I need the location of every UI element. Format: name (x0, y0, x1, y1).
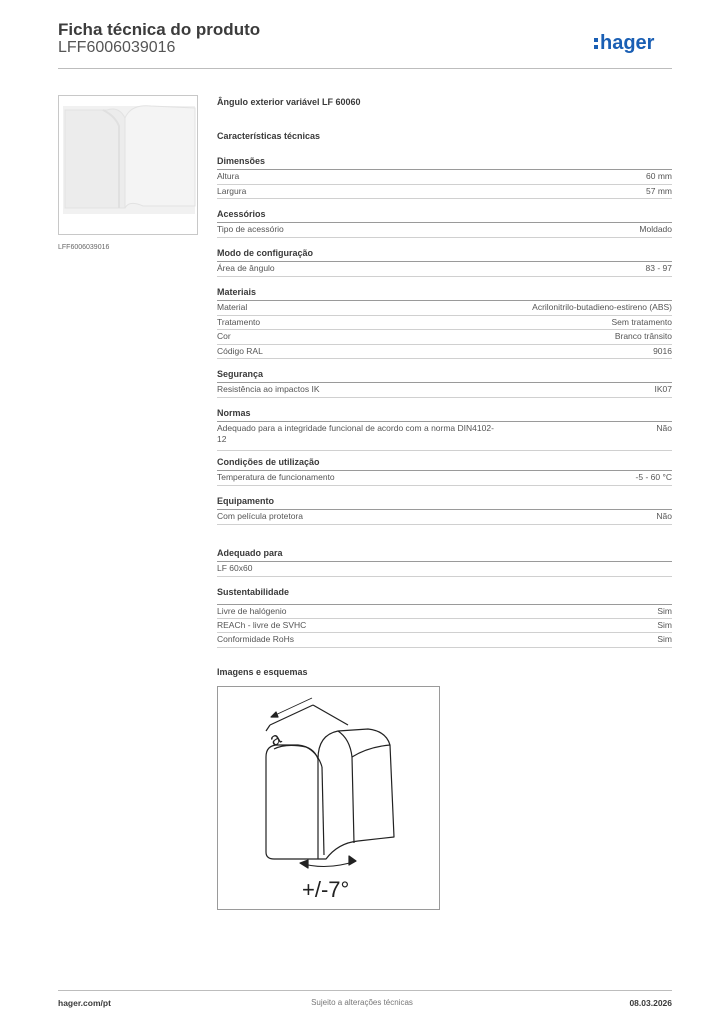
row-value: 60 mm (646, 171, 672, 181)
row-label: Altura (217, 171, 240, 181)
row-value: Branco trânsito (614, 331, 672, 342)
row-value: Acrilonitrilo-butadieno-estireno (ABS) (532, 302, 672, 312)
footer-date: 08.03.2026 (629, 998, 672, 1008)
section-condicoes-utilizacao (217, 457, 672, 486)
row-value: 9016 (653, 345, 672, 356)
table-row (217, 510, 672, 525)
header-divider (58, 68, 672, 69)
table-row (217, 383, 672, 398)
technical-drawing (217, 686, 440, 910)
row-label: Adequado para a integridade funcional de acordo com a norma DIN4102-12 (217, 423, 494, 444)
images-heading: Imagens e esquemas (217, 667, 308, 677)
row-label: LF 60x60 (217, 563, 253, 573)
table-row (217, 633, 672, 648)
section-title: Segurança (217, 369, 672, 383)
logo-text: hager (600, 32, 655, 54)
row-label: Material (217, 302, 248, 312)
row-value: -5 - 60 °C (635, 472, 672, 482)
table-row (217, 345, 672, 360)
section-title: Adequado para (217, 548, 672, 562)
row-value: Não (656, 511, 672, 521)
section-adequado-para (217, 548, 672, 577)
row-value: Moldado (639, 224, 672, 234)
row-value: Sem tratamento (611, 316, 672, 327)
section-sustentabilidade (217, 587, 672, 648)
table-row (217, 619, 672, 634)
section-normas (217, 408, 672, 451)
table-row (217, 170, 672, 185)
table-row (217, 422, 672, 451)
table-row (217, 316, 672, 331)
section-equipamento (217, 496, 672, 525)
logo-dot-bottom (594, 45, 598, 49)
row-label: Código RAL (217, 345, 263, 356)
row-label: REACh - livre de SVHC (217, 619, 307, 630)
product-thumbnail (58, 95, 198, 235)
row-label: Conformidade RoHs (217, 634, 295, 645)
section-title: Acessórios (217, 209, 672, 223)
footer-website-link[interactable]: hager.com/pt (58, 998, 111, 1008)
row-value: Sim (657, 606, 672, 616)
hager-logo (594, 30, 674, 56)
product-photo-icon (59, 96, 198, 235)
section-title: Condições de utilização (217, 457, 672, 471)
corner-drawing-icon (218, 687, 439, 909)
table-row (217, 262, 672, 277)
footer-divider (58, 990, 672, 991)
footer-notice: Sujeito a alterações técnicas (311, 998, 413, 1007)
section-title: Modo de configuração (217, 248, 672, 262)
product-code: LFF6006039016 (58, 39, 176, 56)
section-modo-configuracao (217, 248, 672, 277)
product-name: Ângulo exterior variável LF 60060 (217, 97, 361, 107)
section-title: Dimensões (217, 156, 672, 170)
section-seguranca (217, 369, 672, 398)
page-title: Ficha técnica do produto (58, 20, 261, 39)
row-value: Sim (657, 634, 672, 645)
row-label: Com película protetora (217, 511, 303, 521)
section-title: Sustentabilidade (217, 587, 290, 597)
table-row (217, 330, 672, 345)
table-row (217, 301, 672, 316)
section-dimensoes (217, 156, 672, 199)
section-title: Materiais (217, 287, 672, 301)
table-row (217, 223, 672, 238)
row-value: Não (656, 423, 672, 433)
row-label: Livre de halógenio (217, 606, 287, 616)
table-row (217, 471, 672, 486)
table-row (217, 562, 672, 577)
section-title: Normas (217, 408, 672, 422)
row-label: Cor (217, 331, 231, 342)
left-block-outline (266, 745, 318, 859)
row-value: IK07 (654, 384, 672, 394)
logo-dot-top (594, 38, 598, 42)
section-title: Equipamento (217, 496, 672, 510)
row-label: Tratamento (217, 316, 261, 327)
technical-heading: Características técnicas (217, 131, 321, 141)
row-label: Resistência ao impactos IK (217, 384, 320, 394)
row-value: 83 - 97 (645, 263, 672, 273)
row-label: Temperatura de funcionamento (217, 472, 335, 482)
thumbnail-caption: LFF6006039016 (58, 244, 110, 251)
row-label: Largura (217, 185, 247, 196)
angle-label: +/-7° (302, 877, 350, 902)
table-row (217, 185, 672, 200)
section-materiais (217, 287, 672, 359)
row-label: Área de ângulo (217, 263, 275, 273)
table-row (217, 604, 672, 619)
row-value: Sim (657, 619, 672, 630)
dimension-letter: a (265, 727, 285, 751)
row-label: Tipo de acessório (217, 224, 284, 234)
row-value: 57 mm (646, 185, 672, 196)
section-acessorios (217, 209, 672, 238)
